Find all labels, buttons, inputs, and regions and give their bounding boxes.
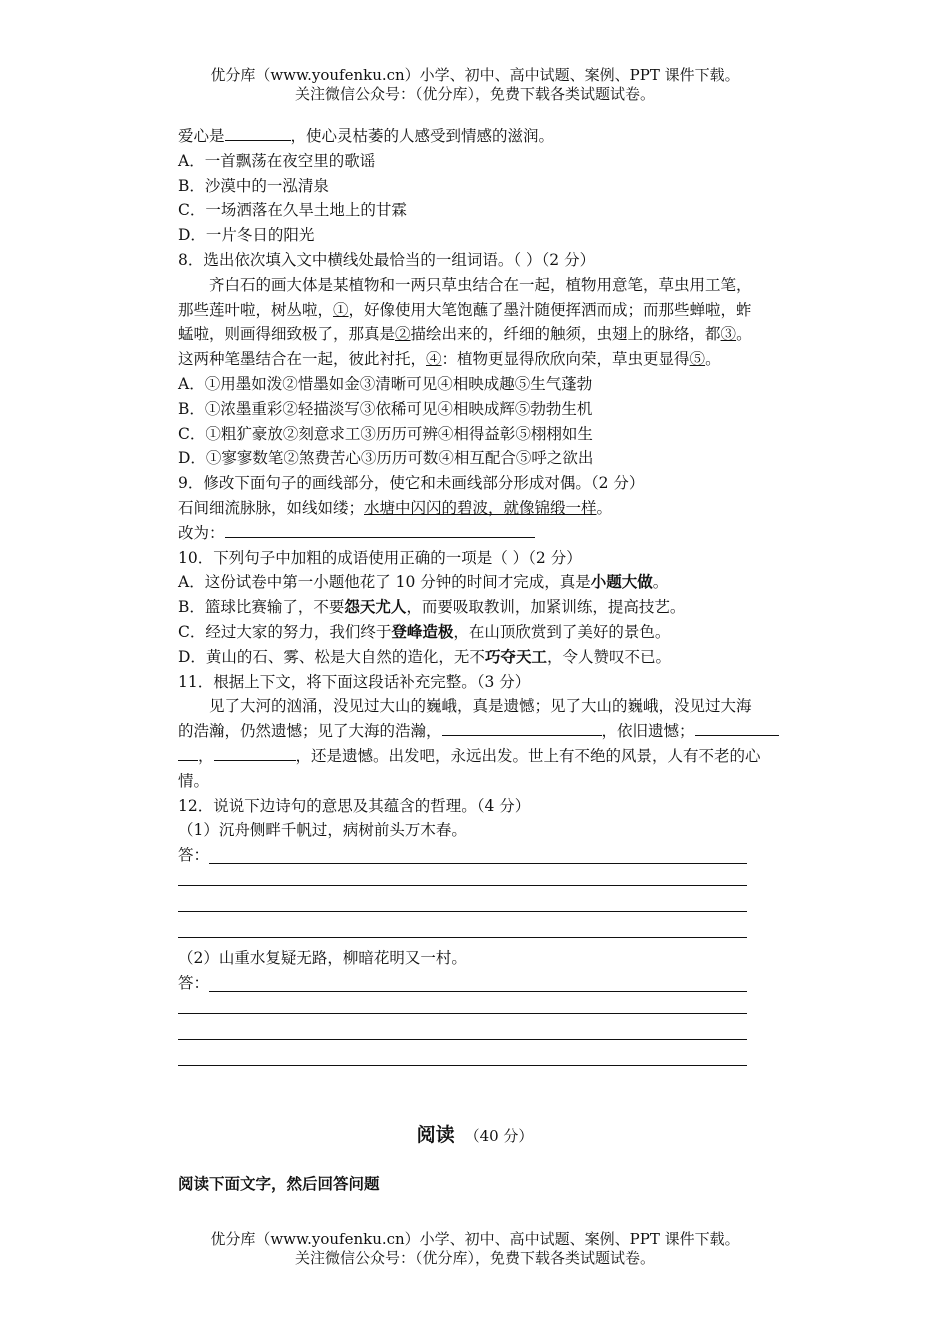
idiom-bold-b: 怨天尤人 — [344, 597, 407, 617]
q11-blank-3[interactable] — [214, 744, 296, 761]
q12-answer-2-line-4[interactable] — [178, 1048, 747, 1066]
exam-content — [178, 124, 810, 1074]
q11-text-line-3: ， ，还是遗憾。出发吧，永远出发。世上有不绝的风景，人有不老的心 — [178, 744, 810, 769]
blank-marker-4: ④ — [426, 350, 442, 369]
reading-intro: 阅读下面文字，然后回答问题 — [178, 1174, 380, 1193]
q8-passage-line-4: 这两种笔墨结合在一起，彼此衬托，④：植物更显得欣欣向荣，草虫更显得⑤。 — [178, 350, 721, 369]
reading-points: （40 分） — [464, 1127, 534, 1145]
q9-sentence: 石间细流脉脉，如线如缕；水塘中闪闪的碧波，就像锦缎一样。 — [178, 498, 613, 517]
idiom-bold-d: 巧夺天工 — [484, 646, 547, 666]
q10-option-c: C．经过大家的努力，我们终于登峰造极，在山顶欣赏到了美好的景色。 — [178, 621, 671, 641]
q10-option-a: A．这份试卷中第一小题他花了 10 分钟的时间才完成，真是小题大做。 — [178, 572, 669, 592]
q11-blank-2b[interactable] — [178, 744, 198, 761]
q10-stem: 10．下列句子中加粗的成语使用正确的一项是（ ）（2 分） — [178, 548, 582, 567]
page-header — [0, 66, 950, 104]
q8-passage-line-1: 齐白石的画大体是某植物和一两只草虫结合在一起，植物用意笔，草虫用工笔， — [209, 275, 752, 294]
reading-title: 阅读 — [416, 1124, 455, 1146]
q7-option-b: B．沙漠中的一泓清泉 — [178, 176, 329, 195]
q11-stem: 11．根据上下文，将下面这段话补充完整。（3 分） — [178, 672, 531, 691]
blank-marker-1: ① — [333, 300, 349, 319]
q7-option-d: D．一片冬日的阳光 — [178, 226, 315, 245]
blank-marker-5: ⑤ — [689, 350, 706, 369]
q8-option-a: A．①用墨如泼②惜墨如金③清晰可见④相映成趣⑤生气蓬勃 — [178, 374, 593, 393]
q7-blank — [225, 124, 291, 141]
q12-stem: 12．说说下边诗句的意思及其蕴含的哲理。（4 分） — [178, 796, 531, 815]
q7-option-a: A．一首飘荡在夜空里的歌谣 — [178, 151, 376, 170]
q12-poem-2: （2）山重水复疑无路，柳暗花明又一村。 — [178, 949, 467, 968]
q8-passage-line-2: 那些莲叶啦，树丛啦，①，好像使用大笔饱蘸了墨汁随便挥洒而成；而那些蝉啦，蚱 — [178, 300, 752, 319]
idiom-bold-c: 登峰造极 — [391, 621, 454, 641]
reading-section-title — [0, 1120, 950, 1147]
q8-option-c: C．①粗犷豪放②刻意求工③历历可辨④相得益彰⑤栩栩如生 — [178, 424, 593, 443]
q7-option-c: C．一场洒落在久旱土地上的甘霖 — [178, 201, 407, 220]
footer-line-1: 优分库（www.youfenku.cn）小学、初中、高中试题、案例、PPT 课件下载。 — [210, 1230, 740, 1248]
q8-option-b: B．①浓墨重彩②轻描淡写③依稀可见④相映成辉⑤勃勃生机 — [178, 399, 593, 418]
q12-answer-2-line-2[interactable] — [178, 996, 747, 1014]
footer-line-2: 关注微信公众号：（优分库），免费下载各类试题试卷。 — [294, 1249, 655, 1267]
header-line-2: 关注微信公众号：（优分库），免费下载各类试题试卷。 — [294, 85, 655, 103]
q11-text-line-1: 见了大河的汹涌，没见过大山的巍峨，真是遗憾；见了大山的巍峨，没见过大海 — [209, 697, 752, 716]
q12-answer-1-line-2[interactable] — [178, 868, 747, 886]
q12-poem-1: （1）沉舟侧畔千帆过，病树前头万木春。 — [178, 821, 467, 840]
q9-answer-blank[interactable] — [225, 521, 535, 538]
idiom-bold-a: 小题大做 — [590, 572, 653, 592]
q12-answer-1-line-1[interactable]: 答： — [178, 843, 747, 868]
q12-answer-1-line-3[interactable] — [178, 894, 747, 912]
q9-underlined-part: 水塘中闪闪的碧波，就像锦缎一样 — [364, 498, 597, 517]
q12-answer-2-line-3[interactable] — [178, 1022, 747, 1040]
blank-marker-2: ② — [395, 325, 411, 344]
q9-stem: 9．修改下面句子的画线部分，使它和未画线部分形成对偶。（2 分） — [178, 474, 645, 493]
q11-text-line-4: 情。 — [178, 771, 210, 790]
q11-text-line-2: 的浩瀚，仍然遗憾；见了大海的浩瀚， ，依旧遗憾； — [178, 719, 810, 744]
blank-marker-3: ③ — [720, 325, 737, 344]
header-line-1: 优分库（www.youfenku.cn）小学、初中、高中试题、案例、PPT 课件下载。 — [210, 66, 740, 84]
q7-stem: 爱心是 ，使心灵枯萎的人感受到情感的滋润。 — [178, 124, 810, 149]
page-footer — [0, 1230, 950, 1268]
q11-blank-2a[interactable] — [695, 719, 779, 736]
q11-blank-1[interactable] — [442, 719, 602, 736]
q12-answer-2-line-1[interactable]: 答： — [178, 971, 747, 996]
q10-option-b: B．篮球比赛输了，不要怨天尤人，而要吸取教训，加紧训练，提高技艺。 — [178, 597, 686, 617]
q8-passage-line-3: 蜢啦，则画得细致极了，那真是②描绘出来的，纤细的触须，虫翅上的脉络，都③。 — [178, 325, 752, 344]
q10-option-d: D．黄山的石、雾、松是大自然的造化，无不巧夺天工，令人赞叹不已。 — [178, 646, 671, 666]
q12-answer-1-line-4[interactable] — [178, 920, 747, 938]
q9-answer-line: 改为： — [178, 521, 810, 546]
q8-stem: 8．选出依次填入文中横线处最恰当的一组词语。（ ）（2 分） — [178, 250, 596, 269]
q8-option-d: D．①寥寥数笔②煞费苦心③历历可数④相互配合⑤呼之欲出 — [178, 449, 594, 468]
